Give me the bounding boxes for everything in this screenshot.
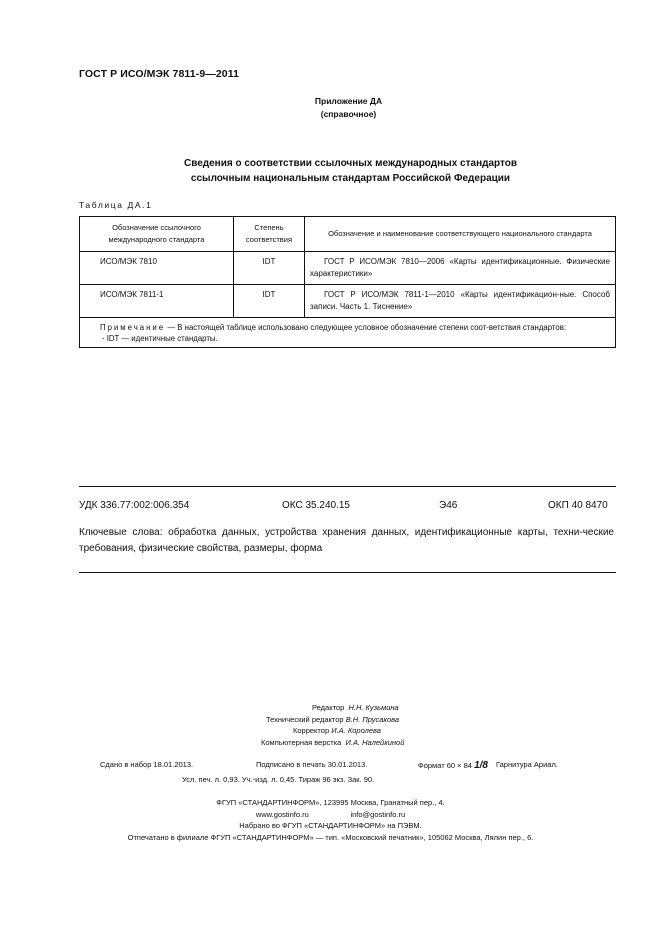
credit-role: Корректор xyxy=(293,726,330,735)
header-intl-standard: Обозначение ссылочного международного стандарта xyxy=(80,217,234,252)
credit-role: Редактор xyxy=(312,703,345,712)
divider-top xyxy=(79,486,616,487)
credit-name: В.Н. Прусакова xyxy=(345,714,400,724)
credit-layout xyxy=(261,737,404,749)
table-caption: Таблица ДА.1 xyxy=(79,200,153,210)
cell-national: ГОСТ Р ИСО/МЭК 7810—2006 «Карты идентификационные. Физические характеристики» xyxy=(305,252,616,285)
appendix-header xyxy=(0,95,661,121)
credit-tech-editor xyxy=(266,714,399,726)
credit-corrector xyxy=(293,725,381,737)
print-font: Гарнитура Ариал. xyxy=(496,760,558,769)
divider-bottom xyxy=(79,572,616,573)
note-label: Примечание xyxy=(100,323,166,332)
keywords: Ключевые слова: обработка данных, устройства хранения данных, идентификационные карты, техни-ческие требования, физические свойства, размеры, форма xyxy=(79,527,614,554)
header-degree: Степень соответствия xyxy=(234,217,305,252)
publisher-line-2: www.gostinfo.ru info@gostinfo.ru xyxy=(255,809,406,819)
credit-name: И.А. Королева xyxy=(331,726,381,735)
table-row xyxy=(80,252,616,285)
correspondence-table xyxy=(79,216,616,348)
table-row xyxy=(80,285,616,318)
cell-intl: ИСО/МЭК 7811-1 xyxy=(80,285,234,318)
publisher-block xyxy=(0,797,661,843)
print-signed: Подписано в печать 30.01.2013. xyxy=(256,760,368,769)
publisher-line-3: Набрано во ФГУП «СТАНДАРТИНФОРМ» на ПЭВМ. xyxy=(239,821,422,830)
oks-code: ОКС 35.240.15 xyxy=(282,500,350,511)
cell-degree: IDT xyxy=(234,285,305,318)
table-header-row xyxy=(80,217,616,252)
credit-editor xyxy=(312,702,399,714)
appendix-subtitle: (справочное) xyxy=(320,109,377,119)
document-code: ГОСТ Р ИСО/МЭК 7811-9—2011 xyxy=(79,68,240,80)
print-volume: Усл. печ. л. 0,93. Уч.-изд. л. 0,45. Тираж 96 экз. Зак. 90. xyxy=(182,775,375,784)
print-format-label: Формат 60 × 84 xyxy=(418,761,472,770)
section-heading xyxy=(0,156,661,186)
print-format xyxy=(418,760,488,771)
note-text: — В настоящей таблице использовано следующее условное обозначение степени соот-ветствия стандартов: xyxy=(167,323,567,332)
okp-code: ОКП 40 8470 xyxy=(548,500,608,511)
credit-role: Технический редактор xyxy=(266,714,344,724)
print-format-fraction: 1/8 xyxy=(474,760,488,771)
note-item: - IDT — идентичные стандарты. xyxy=(102,334,218,343)
udk-code: УДК 336.77:002:006.354 xyxy=(79,500,190,511)
print-submitted: Сдано в набор 18.01.2013. xyxy=(100,760,194,769)
cell-intl: ИСО/МЭК 7810 xyxy=(80,252,234,285)
table-note-row xyxy=(80,318,616,348)
cell-degree: IDT xyxy=(234,252,305,285)
publisher-line-4: Отпечатано в филиале ФГУП «СТАНДАРТИНФОРМ» — тип. «Московский печатник», 105062 Москва, Лялин пер., 6. xyxy=(127,832,534,842)
credit-name: И.А. Налейкиной xyxy=(345,737,405,747)
heading-line-2: ссылочным национальным стандартам Российской Федерации xyxy=(190,173,511,184)
credit-name: Н.Н. Кузьмина xyxy=(348,703,399,712)
table-note xyxy=(80,318,616,348)
publisher-line-1: ФГУП «СТАНДАРТИНФОРМ», 123995 Москва, Гранатный пер., 4. xyxy=(216,798,445,807)
appendix-title: Приложение ДА xyxy=(314,96,383,106)
heading-line-1: Сведения о соответствии ссылочных международных стандартов xyxy=(183,158,518,169)
e-code: Э46 xyxy=(439,500,458,511)
header-national-standard: Обозначение и наименование соответствующего национального стандарта xyxy=(305,217,616,252)
credit-role: Компьютерная верстка xyxy=(261,737,342,747)
cell-national: ГОСТ Р ИСО/МЭК 7811-1—2010 «Карты идентификацион-ные. Способ записи. Часть 1. Тиснение» xyxy=(305,285,616,318)
